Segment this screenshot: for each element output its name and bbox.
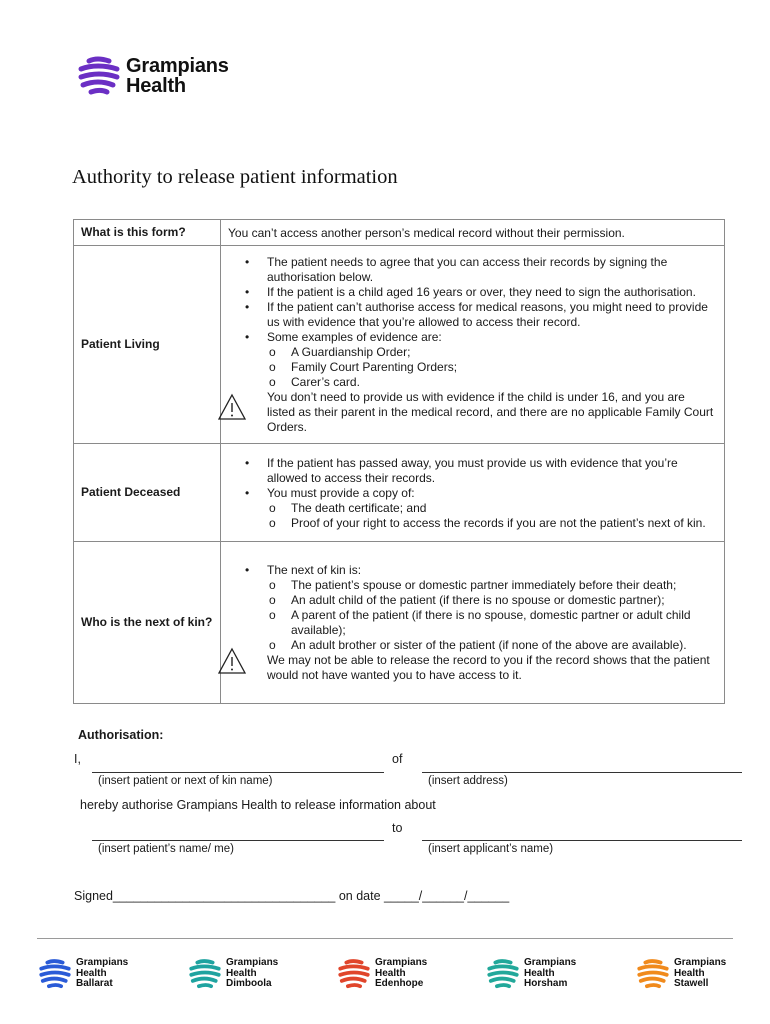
next-of-kin-content (221, 542, 725, 704)
patient-living-content (221, 246, 725, 444)
sub-list-item: o A parent of the patient (if there is no spouse, domestic partner or adult child available); (291, 608, 716, 638)
list-item: • The patient needs to agree that you can access their records by signing the authorisation below. (267, 255, 716, 285)
footer-logo-line: Edenhope (375, 978, 424, 990)
copy-sublist (267, 501, 716, 531)
footer-logo-ballarat (38, 958, 128, 990)
applicant-name-field[interactable] (422, 840, 742, 841)
sub-list-item: o A Guardianship Order; (291, 345, 716, 360)
evidence-sublist (267, 345, 716, 390)
patient-living-bullets (243, 255, 716, 390)
patient-or-me-field[interactable] (92, 840, 384, 841)
footer-logo-line: Grampians (524, 957, 577, 969)
sub-list-item: o The death certificate; and (291, 501, 716, 516)
list-item: • If the patient has passed away, you must provide us with evidence that you’re allowed to access their records. (267, 456, 716, 486)
patient-deceased-bullets (243, 456, 716, 531)
grampians-health-logo (77, 55, 229, 97)
footer-logo-stawell (636, 958, 726, 990)
patient-or-me-hint: (insert patient’s name/ me) (98, 843, 234, 855)
list-item-text: You must provide a copy of: (267, 485, 415, 500)
footer-logo-dimboola (188, 958, 278, 990)
what-is-form-label: What is this form? (74, 220, 221, 246)
kin-sublist (267, 578, 716, 653)
footer-divider (37, 938, 733, 939)
kin-warning-note (243, 653, 716, 683)
warning-icon (217, 647, 247, 675)
list-item (267, 563, 716, 653)
next-of-kin-row (74, 542, 725, 704)
footer-logo-text (375, 958, 427, 990)
footer-logo-line: Health (76, 967, 107, 979)
warning-text: We may not be able to release the record to you if the record shows that the patient would not have wanted you to have access to it. (267, 653, 710, 682)
list-item: • If the patient is a child aged 16 years or over, they need to sign the authorisation. (267, 285, 716, 300)
patient-living-row (74, 246, 725, 444)
list-item: • If the patient can’t authorise access for medical reasons, you might need to provide us with evidence that you’re allowed to access their record. (267, 300, 716, 330)
info-table (73, 219, 725, 704)
footer-logo-edenhope (337, 958, 427, 990)
to-label: to (392, 821, 403, 835)
footer-logo-line: Grampians (674, 957, 727, 969)
footer-logo-text (226, 958, 278, 990)
footer-logo-line: Ballarat (76, 978, 113, 990)
footer-logo-line: Health (375, 967, 406, 979)
list-item-text: Some examples of evidence are: (267, 330, 442, 344)
living-warning-note (243, 390, 716, 435)
sub-list-item: o An adult brother or sister of the patient (if none of the above are available). (291, 638, 716, 653)
footer-logo-text (76, 958, 128, 990)
footer-logo-line: Grampians (76, 957, 129, 969)
header-row (74, 220, 725, 246)
of-label: of (392, 752, 403, 766)
logo-line-2: Health (126, 75, 186, 97)
address-field[interactable] (422, 772, 742, 773)
grampians-logo-icon (188, 958, 222, 990)
warning-text: You don’t need to provide us with evidence if the child is under 16, and you are listed as their parent in the medical record, and there are no applicable Family Court Orders. (267, 390, 714, 434)
patient-name-hint: (insert patient or next of kin name) (98, 775, 273, 787)
footer-logo-line: Health (524, 967, 555, 979)
grampians-logo-icon (486, 958, 520, 990)
footer-logo-line: Health (674, 967, 705, 979)
footer-logo-line: Grampians (226, 957, 279, 969)
footer-logo-horsham (486, 958, 576, 990)
patient-deceased-label: Patient Deceased (74, 444, 221, 542)
logo-wordmark (126, 56, 229, 96)
i-label: I, (74, 752, 81, 766)
footer-logo-text (674, 958, 726, 990)
list-item (267, 486, 716, 531)
what-is-form-value: You can’t access another person’s medical record without their permission. (221, 220, 725, 246)
list-item-text: The next of kin is: (267, 563, 362, 577)
applicant-name-hint: (insert applicant’s name) (428, 843, 554, 855)
grampians-logo-icon (636, 958, 670, 990)
patient-living-label: Patient Living (74, 246, 221, 444)
grampians-logo-icon (38, 958, 72, 990)
list-item (267, 330, 716, 390)
sub-list-item: o Proof of your right to access the records if you are not the patient’s next of kin. (291, 516, 716, 531)
patient-deceased-row (74, 444, 725, 542)
logo-line-1: Grampians (126, 55, 229, 77)
signature-date-line[interactable]: Signed________________________________ on date _____/______/______ (74, 889, 510, 903)
sub-list-item: o The patient’s spouse or domestic partner immediately before their death; (291, 578, 716, 593)
sub-list-item: o Carer’s card. (291, 375, 716, 390)
footer-logo-line: Health (226, 967, 257, 979)
footer-logo-line: Horsham (524, 978, 568, 990)
patient-deceased-content (221, 444, 725, 542)
warning-icon (217, 393, 247, 421)
page-title: Authority to release patient information (72, 166, 398, 188)
patient-name-field[interactable] (92, 772, 384, 773)
next-of-kin-bullets (243, 563, 716, 653)
footer-logo-line: Dimboola (226, 978, 272, 990)
address-hint: (insert address) (428, 775, 508, 787)
footer-logo-line: Grampians (375, 957, 428, 969)
footer-logo-line: Stawell (674, 978, 709, 990)
sub-list-item: o An adult child of the patient (if there is no spouse or domestic partner); (291, 593, 716, 608)
grampians-logo-icon (77, 55, 121, 97)
next-of-kin-label: Who is the next of kin? (74, 542, 221, 704)
grampians-logo-icon (337, 958, 371, 990)
authorisation-heading: Authorisation: (78, 728, 164, 742)
authorise-statement: hereby authorise Grampians Health to release information about (80, 798, 436, 812)
footer-logo-text (524, 958, 576, 990)
sub-list-item: o Family Court Parenting Orders; (291, 360, 716, 375)
